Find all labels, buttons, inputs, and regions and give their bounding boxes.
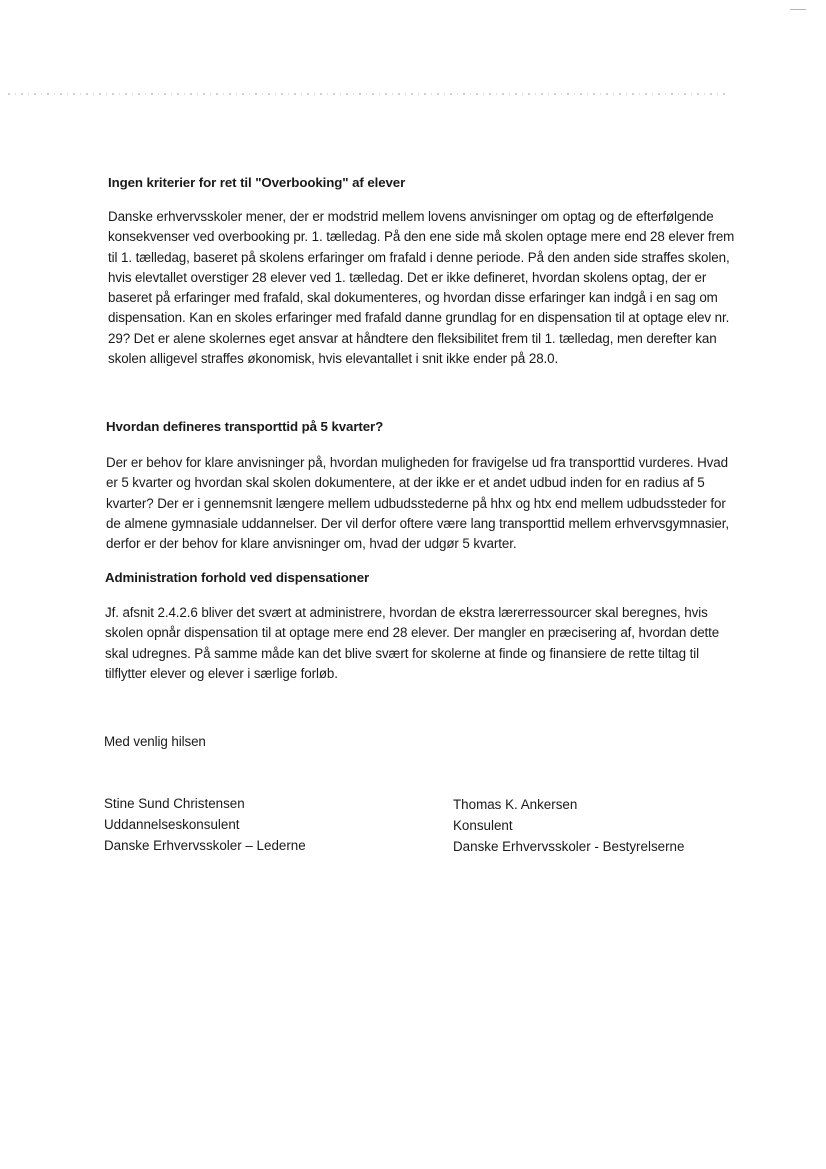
paragraph-line: baseret på erfaringer med frafald, skal dokumenteres, og hvordan disse erfaringer kan indgå i en sag om	[108, 290, 718, 306]
section-heading-administration: Administration forhold ved dispensationer	[105, 570, 370, 585]
paragraph-line: derfor er der behov for klare anvisninger om, hvad der udgør 5 kvarter.	[106, 536, 517, 552]
paragraph-line: 29? Det er alene skolernes eget ansvar at håndtere den fleksibilitet frem til 1. tælledag, men derefter kan	[108, 330, 717, 346]
paragraph-line: er 5 kvarter og hvordan skal skolen dokumentere, at der ikke er et andet udbud inden for en radius af 5	[106, 475, 705, 491]
closing-greeting: Med venlig hilsen	[104, 734, 206, 749]
signature-name: Stine Sund Christensen	[104, 796, 245, 811]
signature-block-right	[453, 794, 684, 857]
section-paragraph-overbooking	[108, 207, 734, 369]
paragraph-line: til 1. tælledag, baseret på skolens erfaringer om frafald i denne periode. På den anden side straffes skolen,	[108, 249, 730, 265]
signature-organization: Danske Erhvervsskoler - Bestyrelserne	[453, 839, 685, 854]
paragraph-line: skolen alligevel straffes økonomisk, hvis elevantallet i snit ikke ender på 28.0.	[108, 351, 559, 367]
signature-block-left	[104, 793, 306, 856]
paragraph-line: Der er behov for klare anvisninger på, hvordan muligheden for fravigelse ud fra transporttid vurderes. Hvad	[106, 455, 728, 470]
signature-title: Konsulent	[453, 818, 513, 833]
signature-name: Thomas K. Ankersen	[453, 797, 578, 812]
paragraph-line: kvarter? Der er i gennemsnit længere mellem udbudsstederne på hhx og htx end mellem udbudssteder for	[106, 495, 726, 511]
section-paragraph-administration	[105, 603, 719, 684]
paragraph-line: konsekvenser ved overbooking pr. 1. tælledag. På den ene side må skolen optage mere end 28 elever frem	[108, 229, 735, 245]
paragraph-line: skolen opnår dispensation til at optage mere end 28 elever. Der mangler en præcisering af, hvordan dette	[105, 625, 720, 641]
paragraph-line: tilflytter elever og elever i særlige forløb.	[105, 665, 338, 681]
section-heading-overbooking: Ingen kriterier for ret til "Overbooking" af elever	[108, 175, 406, 190]
paragraph-line: Danske erhvervsskoler mener, der er modstrid mellem lovens anvisninger om optag og de efterfølgende	[108, 209, 714, 224]
signature-title: Uddannelseskonsulent	[104, 817, 240, 832]
signature-organization: Danske Erhvervsskoler – Lederne	[104, 838, 306, 853]
paragraph-line: dispensation. Kan en skoles erfaringer med frafald danne grundlag for en dispensation til at optage elev nr.	[108, 310, 730, 326]
section-paragraph-transporttid	[106, 453, 729, 554]
scan-artifact-line	[8, 93, 728, 95]
scan-artifact-mark	[790, 9, 806, 10]
paragraph-line: de almene gymnasiale uddannelser. Der vil derfor oftere være lang transporttid mellem erhvervsgymnasier,	[106, 515, 729, 531]
paragraph-line: hvis elevtallet overstiger 28 elever ved 1. tælledag. Det er ikke defineret, hvordan skolens optag, der er	[108, 269, 707, 285]
paragraph-line: Jf. afsnit 2.4.2.6 bliver det svært at administrere, hvordan de ekstra lærerressourcer skal beregnes, hvis	[105, 605, 708, 620]
section-heading-transporttid: Hvordan defineres transporttid på 5 kvarter?	[106, 419, 384, 434]
paragraph-line: skal udregnes. På samme måde kan det blive svært for skolerne at finde og finansiere de rette tiltag til	[105, 645, 699, 661]
